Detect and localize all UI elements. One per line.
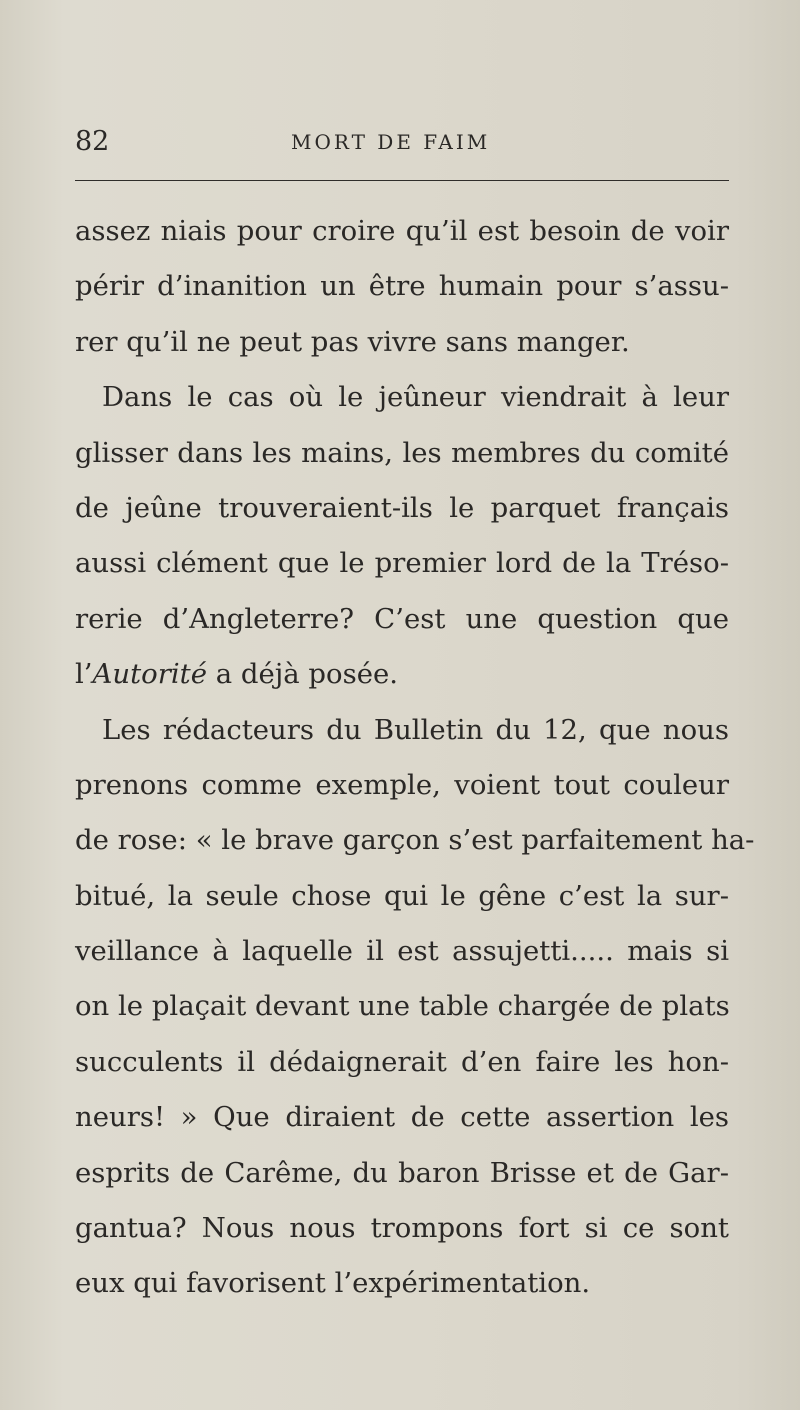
text-line: aussi clément que le premier lord de la Tréso- xyxy=(75,547,729,580)
text-line: de rose: « le brave garçon s’est parfaitement ha- xyxy=(75,824,755,857)
text-line: assez niais pour croire qu’il est besoin de voir xyxy=(75,215,729,247)
text-line: eux qui favorisent l’expérimentation. xyxy=(75,1267,591,1300)
text-line: esprits de Carême, du baron Brisse et de Gar- xyxy=(75,1156,729,1189)
text-line: Les rédacteurs du Bulletin du 12, que nous xyxy=(102,713,729,746)
text-line: prenons comme exemple, voient tout couleur xyxy=(75,768,729,801)
body-text xyxy=(75,204,755,1312)
text-line: glisser dans les mains, les membres du comité xyxy=(75,436,729,469)
text-line: veillance à laquelle il est assujetti..... mais si xyxy=(75,935,729,968)
header-rule xyxy=(75,180,729,181)
text-line: succulents il dédaignerait d’en faire les hon- xyxy=(75,1045,729,1078)
text-line: neurs! » Que diraient de cette assertion les xyxy=(75,1101,729,1134)
text-line: Dans le cas où le jeûneur viendrait à leur xyxy=(102,381,729,414)
text-line: rerie d’Angleterre? C’est une question que xyxy=(75,602,729,635)
text-line: de jeûne trouveraient-ils le parquet français xyxy=(75,491,729,524)
text-line: on le plaçait devant une table chargée de plats xyxy=(75,990,730,1023)
page-header xyxy=(75,124,735,164)
text-line: gantua? Nous nous trompons fort si ce sont xyxy=(75,1212,729,1245)
text-fragment: l’ xyxy=(75,658,93,691)
italic-title: Autorité xyxy=(92,658,207,691)
text-line-with-italic xyxy=(75,647,729,702)
text-line: rer qu’il ne peut pas vivre sans manger. xyxy=(75,325,630,358)
page-number: 82 xyxy=(75,126,110,157)
text-fragment: a déjà posée. xyxy=(207,658,398,691)
text-line: bitué, la seule chose qui le gêne c’est la sur- xyxy=(75,879,729,912)
running-title: MORT DE FAIM xyxy=(291,130,491,154)
text-line: périr d’inanition un être humain pour s’assu- xyxy=(75,270,729,303)
